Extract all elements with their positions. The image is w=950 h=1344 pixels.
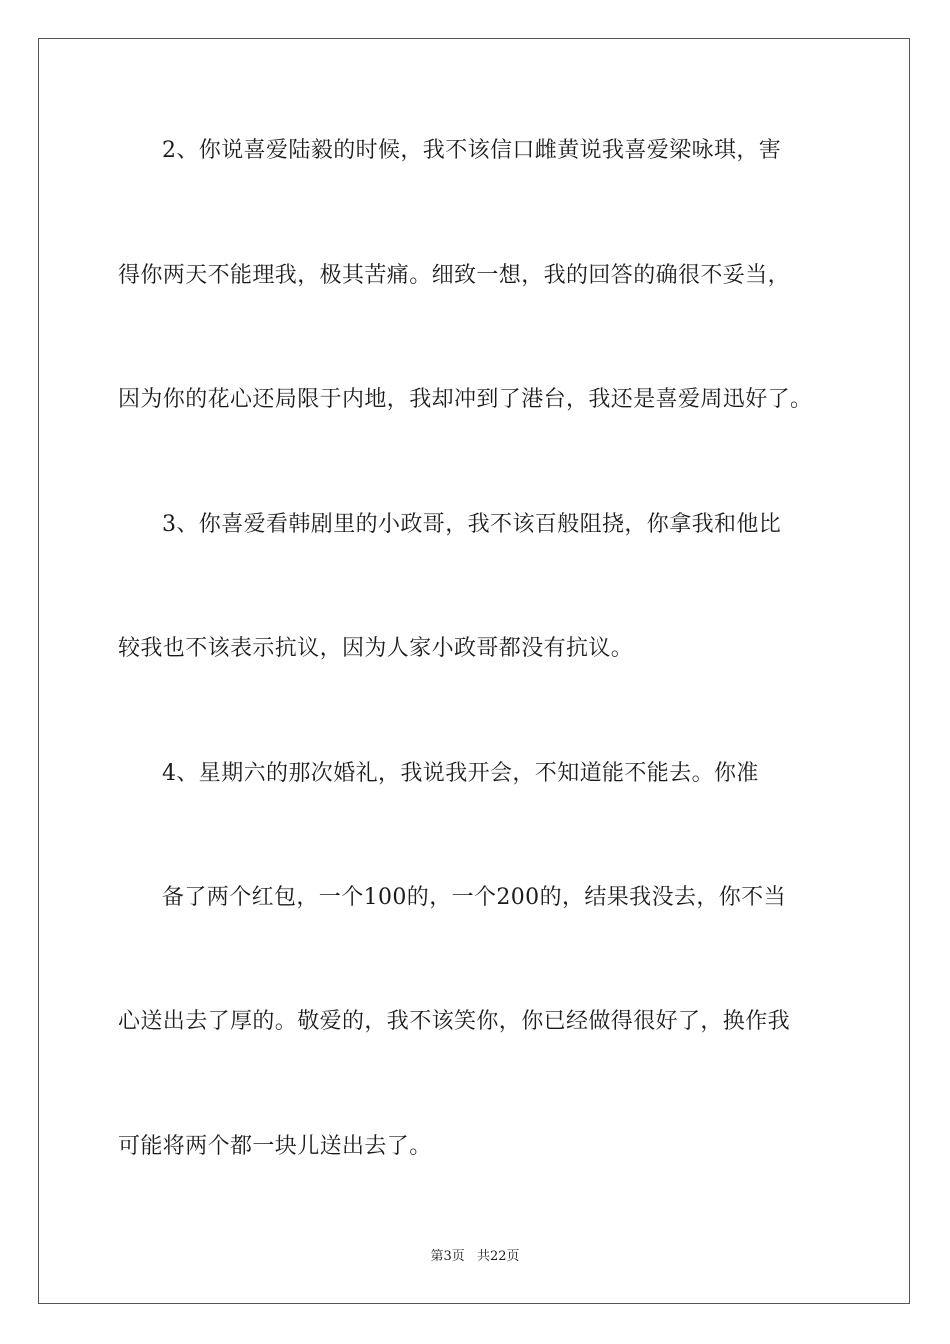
paragraph-line: 可能将两个都一块儿送出去了。 [118, 1134, 432, 1159]
paragraph-line: 2、你说喜爱陆毅的时候，我不该信口雌黄说我喜爱梁咏琪，害 [162, 138, 782, 163]
paragraph-line: 4、星期六的那次婚礼，我说我开会，不知道能不能去。你准 [162, 761, 759, 786]
paragraph-line: 备了两个红包，一个100的，一个200的，结果我没去，你不当 [162, 885, 786, 910]
paragraph-line: 3、你喜爱看韩剧里的小政哥，我不该百般阻挠，你拿我和他比 [162, 512, 782, 537]
paragraph-line: 得你两天不能理我，极其苦痛。细致一想，我的回答的确很不妥当， [118, 263, 791, 288]
page-border [38, 38, 910, 1304]
paragraph-line: 因为你的花心还局限于内地，我却冲到了港台，我还是喜爱周迅好了。 [118, 387, 813, 412]
page-number: 第3页 [430, 1249, 465, 1264]
page-total: 共22页 [476, 1249, 520, 1264]
page-footer [0, 1248, 950, 1266]
paragraph-line: 较我也不该表示抗议，因为人家小政哥都没有抗议。 [118, 636, 634, 661]
paragraph-line: 心送出去了厚的。敬爱的，我不该笑你，你已经做得很好了，换作我 [118, 1009, 791, 1034]
